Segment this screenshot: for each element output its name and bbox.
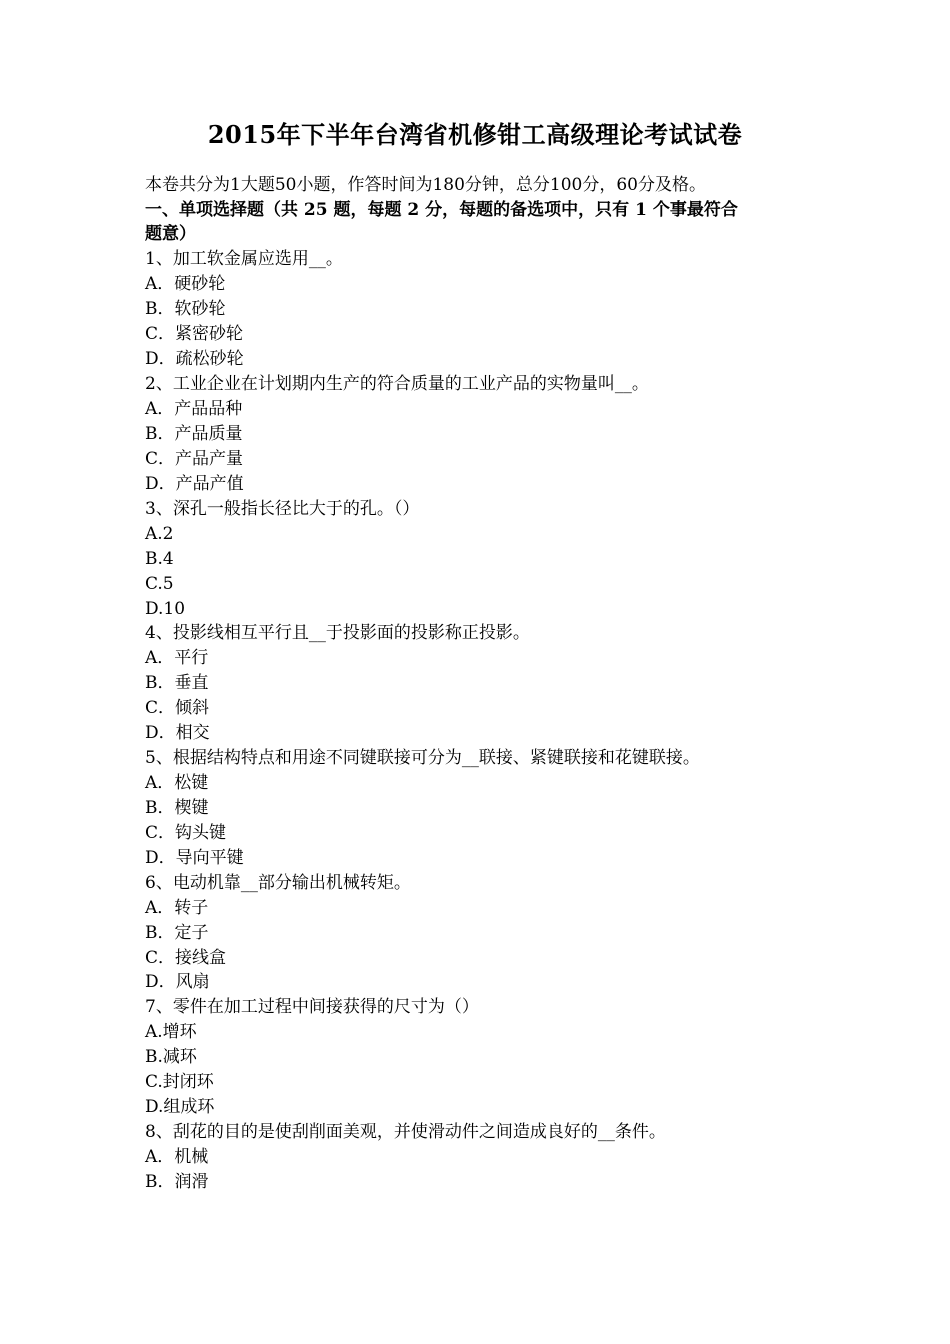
question-stem: 6、电动机靠__部分输出机械转矩。: [145, 873, 411, 893]
answer-option: C．产品产量: [145, 449, 244, 469]
answer-option: D．疏松砂轮: [145, 349, 244, 369]
answer-option: D.组成环: [145, 1097, 215, 1117]
answer-option: C.5: [145, 574, 174, 594]
answer-option: C．紧密砂轮: [145, 324, 244, 344]
answer-option: D．风扇: [145, 972, 210, 992]
answer-option: B．产品质量: [145, 424, 243, 444]
answer-option: D.10: [145, 599, 186, 619]
answer-option: A．松键: [145, 773, 209, 793]
answer-option: C．倾斜: [145, 698, 210, 718]
answer-option: B．软砂轮: [145, 299, 226, 319]
answer-option: A．机械: [145, 1147, 209, 1167]
answer-option: C．接线盒: [145, 948, 227, 968]
question-stem: 7、零件在加工过程中间接获得的尺寸为（）: [145, 997, 479, 1017]
answer-option: B.减环: [145, 1047, 197, 1067]
answer-option: B．定子: [145, 923, 209, 943]
answer-option: A.增环: [145, 1022, 197, 1042]
answer-option: C.封闭环: [145, 1072, 214, 1092]
answer-option: A．硬砂轮: [145, 274, 226, 294]
answer-option: A．产品品种: [145, 399, 243, 419]
answer-option: C．钩头键: [145, 823, 227, 843]
answer-option: D．相交: [145, 723, 210, 743]
question-stem: 5、根据结构特点和用途不同键联接可分为__联接、紧键联接和花键联接。: [145, 748, 700, 768]
question-stem: 4、投影线相互平行且__于投影面的投影称正投影。: [145, 623, 530, 643]
answer-option: A．平行: [145, 648, 209, 668]
answer-option: B．楔键: [145, 798, 209, 818]
section-title: 一、单项选择题（共 25 题，每题 2 分，每题的备选项中，只有 1 个事最符合: [145, 200, 738, 220]
answer-option: A.2: [145, 524, 174, 544]
answer-option: B．垂直: [145, 673, 209, 693]
answer-option: A．转子: [145, 898, 209, 918]
answer-option: B．润滑: [145, 1172, 209, 1192]
question-stem: 3、深孔一般指长径比大于的孔。（）: [145, 499, 420, 519]
section-title-continued: 题意）: [145, 224, 196, 244]
question-stem: 2、工业企业在计划期内生产的符合质量的工业产品的实物量叫__。: [145, 374, 649, 394]
answer-option: D．导向平键: [145, 848, 244, 868]
question-stem: 8、刮花的目的是使刮削面美观，并使滑动件之间造成良好的__条件。: [145, 1122, 666, 1142]
exam-intro: 本卷共分为1大题50小题，作答时间为180分钟，总分100分，60分及格。: [145, 175, 706, 195]
question-stem: 1、加工软金属应选用__。: [145, 249, 343, 269]
answer-option: D．产品产值: [145, 474, 244, 494]
exam-title: 2015年下半年台湾省机修钳工高级理论考试试卷: [207, 120, 743, 149]
answer-option: B.4: [145, 549, 174, 569]
